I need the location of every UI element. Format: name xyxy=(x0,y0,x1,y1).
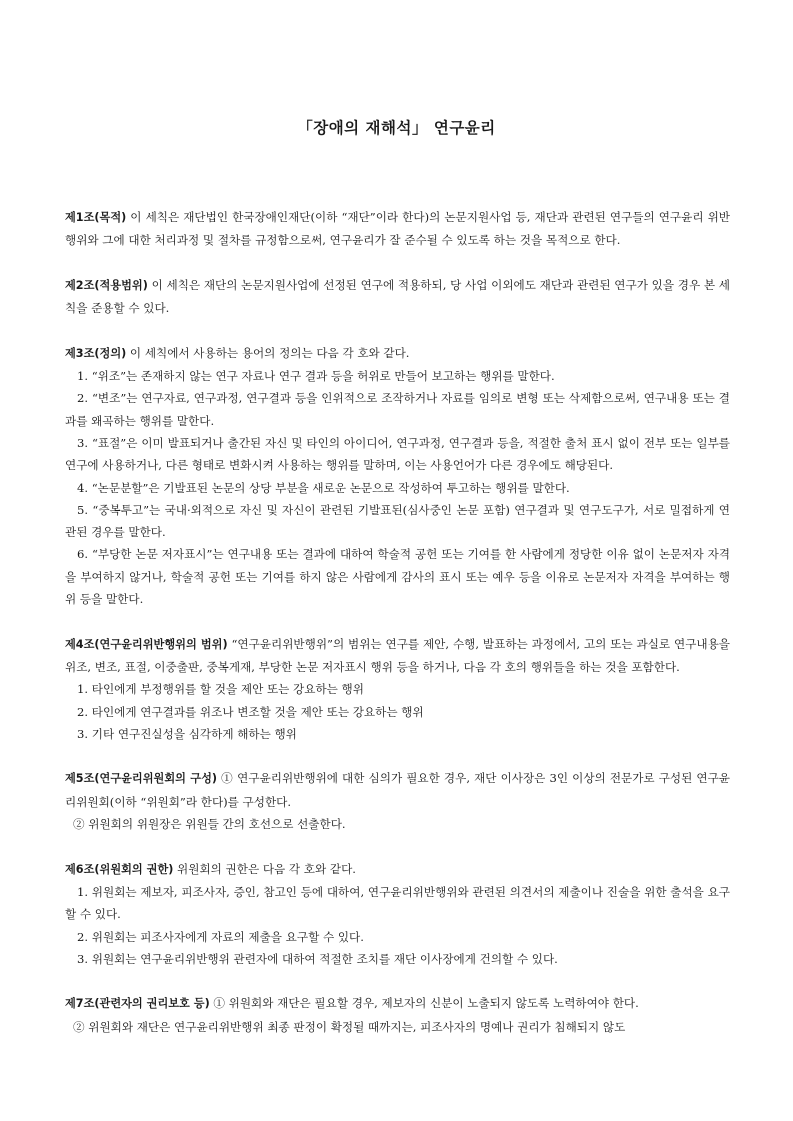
document-title: 「장애의 재해석」 연구윤리 xyxy=(297,119,496,137)
article-paragraph xyxy=(65,206,730,252)
article-7 xyxy=(65,992,730,1038)
article-heading: 제6조(위원회의 권한) xyxy=(65,862,174,876)
article-2 xyxy=(65,274,730,320)
article-5 xyxy=(65,767,730,835)
list-item: 4. “논문분할”은 기발표된 논문의 상당 부분을 새로운 논문으로 작성하여 투고하는 행위를 말한다. xyxy=(77,480,570,495)
article-paragraph xyxy=(65,858,730,881)
article-6 xyxy=(65,858,730,970)
list-item: 2. 위원회는 피조사자에게 자료의 제출을 요구할 수 있다. xyxy=(77,929,364,944)
list-item: 3. 기타 연구진실성을 심각하게 해하는 행위 xyxy=(77,726,297,741)
article-heading: 제5조(연구윤리위원회의 구성) xyxy=(65,772,217,786)
list-item: 6. “부당한 논문 저자표시”는 연구내용 또는 결과에 대하여 학술적 공헌 또는 기여를 한 사람에게 정당한 이유 없이 논문저자 자격을 부여하지 않거나, 학술적 공헌 또는 기여를 하지 않은 사람에게 감사의 표시 또는 예우 등을 이유로 논문저자 자격을 부여하는 행위 등을 말한다. xyxy=(65,547,730,607)
article-heading: 제4조(연구윤리위반행위의 범위) xyxy=(65,637,228,651)
article-1 xyxy=(65,206,730,252)
article-3 xyxy=(65,342,730,611)
list-item: 1. 타인에게 부정행위를 할 것을 제안 또는 강요하는 행위 xyxy=(77,682,364,697)
article-4 xyxy=(65,633,730,745)
article-text: 이 세칙은 재단법인 한국장애인재단(이하 “재단”이라 한다)의 논문지원사업 등, 재단과 관련된 연구들의 연구윤리 위반 행위와 그에 대한 처리과정 및 절차를 규정함으로써, 연구윤리가 잘 준수될 수 있도록 하는 것을 목적으로 한다. xyxy=(65,210,730,248)
article-text: 이 세칙에서 사용하는 용어의 정의는 다음 각 호와 같다. xyxy=(126,345,410,360)
list-item: 3. “표절”은 이미 발표되거나 출간된 자신 및 타인의 아이디어, 연구과정, 연구결과 등을, 적절한 출처 표시 없이 전부 또는 일부를 연구에 사용하거나, 다른 형태로 변화시켜 사용하는 행위를 말하며, 이는 사용언어가 다른 경우에도 해당된다. xyxy=(65,435,730,473)
article-heading: 제1조(목적) xyxy=(65,211,127,224)
article-text: ① 연구윤리위반행위에 대한 심의가 필요한 경우, 재단 이사장은 3인 이상의 전문가로 구성된 연구윤리위원회(이하 “위원회”라 한다)를 구성한다. xyxy=(65,771,730,809)
article-paragraph xyxy=(65,633,730,679)
article-heading: 제2조(적용범위) xyxy=(65,278,148,292)
list-item: 1. 위원회는 제보자, 피조사자, 증인, 참고인 등에 대하여, 연구윤리위반행위와 관련된 의견서의 제출이나 진술을 위한 출석을 요구할 수 있다. xyxy=(65,884,730,922)
list-item: 2. “변조”는 연구자료, 연구과정, 연구결과 등을 인위적으로 조작하거나 자료를 임의로 변형 또는 삭제함으로써, 연구내용 또는 결과를 왜곡하는 행위를 말한다. xyxy=(65,391,730,428)
list-item: 1. “위조”는 존재하지 않는 연구 자료나 연구 결과 등을 허위로 만들어 보고하는 행위를 말한다. xyxy=(77,369,555,384)
article-text: 이 세칙은 재단의 논문지원사업에 선정된 연구에 적용하되, 당 사업 이외에도 재단과 관련된 연구가 있을 경우 본 세칙을 준용할 수 있다. xyxy=(65,277,730,316)
clause-item: ② 위원회의 위원장은 위원들 간의 호선으로 선출한다. xyxy=(73,817,346,832)
article-text: 위원회의 권한은 다음 각 호와 같다. xyxy=(173,861,356,876)
list-item: 3. 위원회는 연구윤리위반행위 관련자에 대하여 적절한 조치를 재단 이사장에게 건의할 수 있다. xyxy=(77,951,558,966)
article-paragraph xyxy=(65,992,730,1015)
article-paragraph xyxy=(65,342,730,365)
list-item: 5. “중복투고”는 국내·외적으로 자신 및 자신이 관련된 기발표된(심사중인 논문 포함) 연구결과 및 연구도구가, 서로 밀접하게 연관된 경우를 말한다. xyxy=(65,502,730,540)
article-text: ① 위원회와 재단은 필요할 경우, 제보자의 신분이 노출되지 않도록 노력하여야 한다. xyxy=(209,996,639,1011)
article-paragraph xyxy=(65,767,730,813)
article-text: “연구윤리위반행위”의 범위는 연구를 제안, 수행, 발표하는 과정에서, 고의 또는 과실로 연구내용을 위조, 변조, 표절, 이중출판, 중복게재, 부당한 논문 저자표시 행위 등을 하거나, 다음 각 호의 행위들을 하는 것을 포함한다. xyxy=(65,636,731,674)
article-paragraph xyxy=(65,274,730,320)
article-heading: 제3조(정의) xyxy=(65,346,127,360)
document-body xyxy=(65,206,730,1060)
article-heading: 제7조(관련자의 권리보호 등) xyxy=(65,997,210,1011)
list-item: 2. 타인에게 연구결과를 위조나 변조할 것을 제안 또는 강요하는 행위 xyxy=(77,704,424,719)
clause-item: ② 위원회와 재단은 연구윤리위반행위 최종 판정이 확정될 때까지는, 피조사자의 명예나 권리가 침해되지 않도 xyxy=(73,1019,626,1034)
